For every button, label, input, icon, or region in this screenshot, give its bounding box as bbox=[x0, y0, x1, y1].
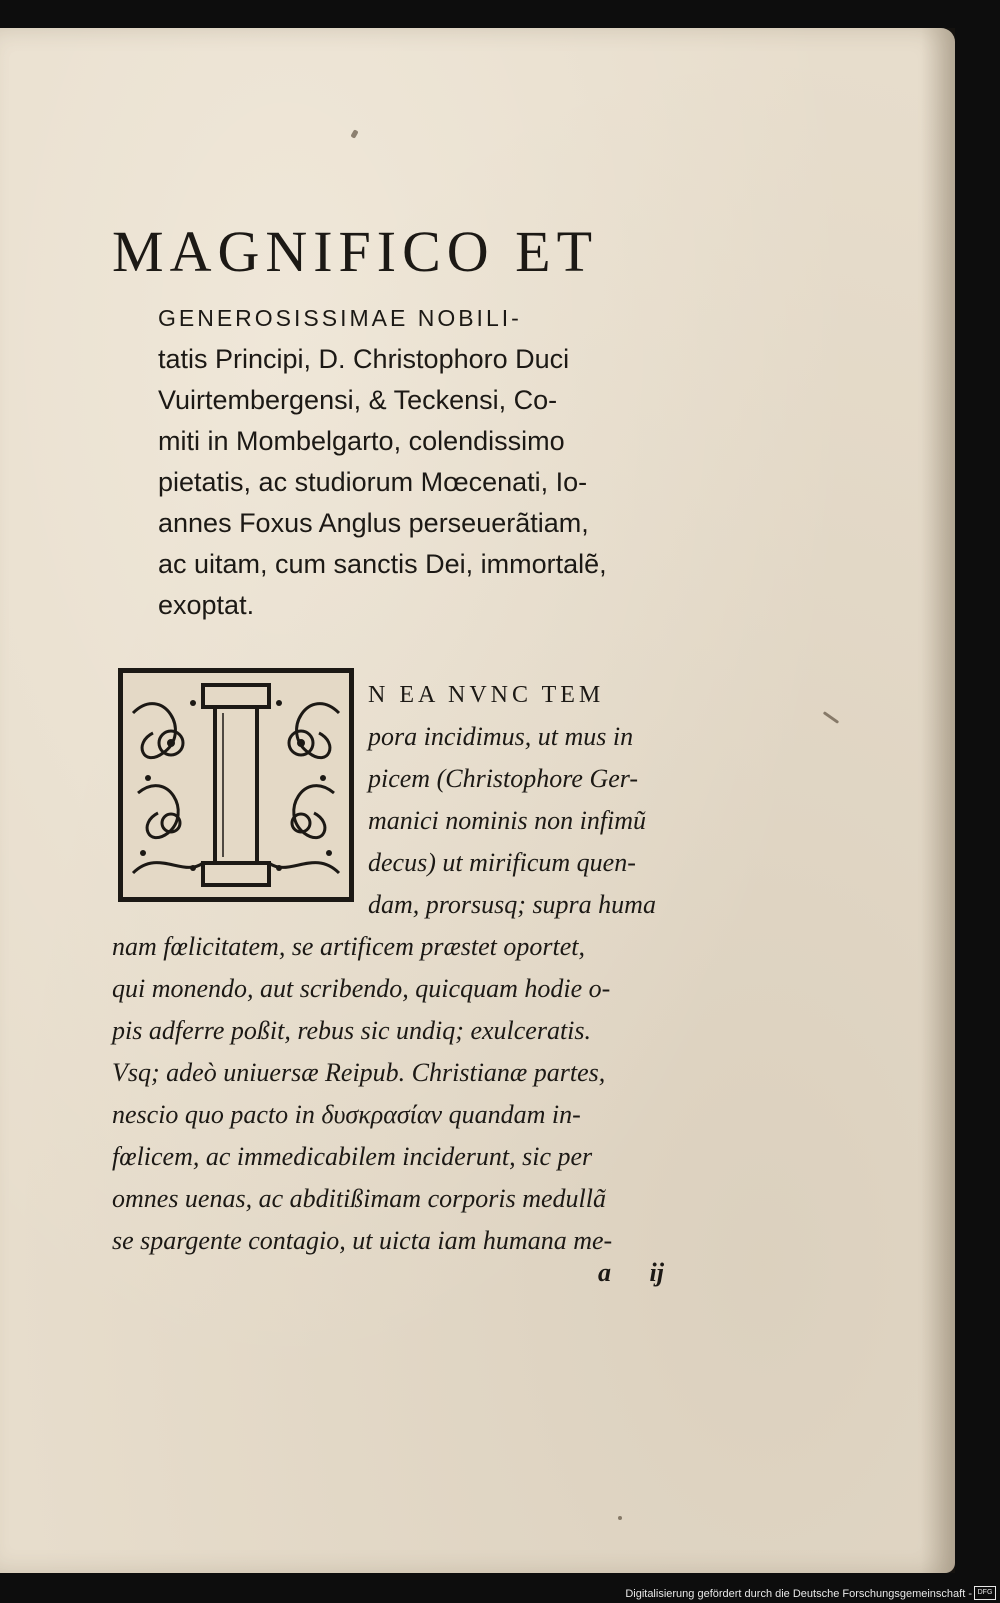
subhead-line: miti in Mombelgarto, colendissimo bbox=[158, 426, 565, 456]
body-line: Vsq; adeò uniuersæ Reipub. Christianæ partes, bbox=[112, 1058, 606, 1087]
body-text bbox=[112, 674, 732, 1262]
ink-speck bbox=[350, 129, 358, 138]
dfg-logo: DFG bbox=[974, 1586, 996, 1600]
subhead-line: Vuirtembergensi, & Teckensi, Co- bbox=[158, 385, 558, 415]
ink-speck bbox=[618, 1516, 622, 1520]
signature-mark: a ij bbox=[598, 1258, 664, 1287]
body-line: pis adferre poßit, rebus sic undiq; exulceratis. bbox=[112, 1016, 592, 1045]
body-line: dam, prorsusq; supra huma bbox=[368, 890, 656, 919]
body-line: nescio quo pacto in δυσκρασίαν quandam in- bbox=[112, 1100, 581, 1129]
body-line: omnes uenas, ac abditißimam corporis medullã bbox=[112, 1184, 606, 1213]
body-line: fœlicem, ac immedicabilem inciderunt, sic per bbox=[112, 1142, 593, 1171]
body-line: N EA NVNC TEM bbox=[368, 682, 605, 708]
subhead-line: ac uitam, cum sanctis Dei, immortalẽ, bbox=[158, 549, 607, 579]
subhead-line: pietatis, ac studiorum Mœcenati, Io- bbox=[158, 467, 588, 497]
body-line: decus) ut mirificum quen- bbox=[368, 848, 636, 877]
subhead-line: tatis Principi, D. Christophoro Duci bbox=[158, 344, 570, 374]
body-line: picem (Christophore Ger- bbox=[368, 764, 639, 793]
dedication-subheading bbox=[158, 298, 738, 626]
subhead-line: exoptat. bbox=[158, 590, 255, 620]
dedication-title: MAGNIFICO ET bbox=[112, 219, 599, 284]
page-edge-shadow bbox=[921, 28, 955, 1573]
book-page bbox=[0, 28, 955, 1573]
subhead-line: annes Foxus Anglus perseuerãtiam, bbox=[158, 508, 589, 538]
subhead-line: GENEROSISSIMAE NOBILI- bbox=[158, 305, 522, 331]
ink-speck bbox=[823, 711, 839, 724]
body-line: pora incidimus, ut mus in bbox=[368, 722, 634, 751]
digitization-credit: Digitalisierung gefördert durch die Deutsche Forschungsgemeinschaft - bbox=[625, 1588, 972, 1600]
body-line: manici nominis non infimũ bbox=[368, 806, 647, 835]
body-line: se spargente contagio, ut uicta iam humana me- bbox=[112, 1226, 613, 1255]
body-line: qui monendo, aut scribendo, quicquam hodie o- bbox=[112, 974, 611, 1003]
body-line: nam fœlicitatem, se artificem præstet oportet, bbox=[112, 932, 586, 961]
